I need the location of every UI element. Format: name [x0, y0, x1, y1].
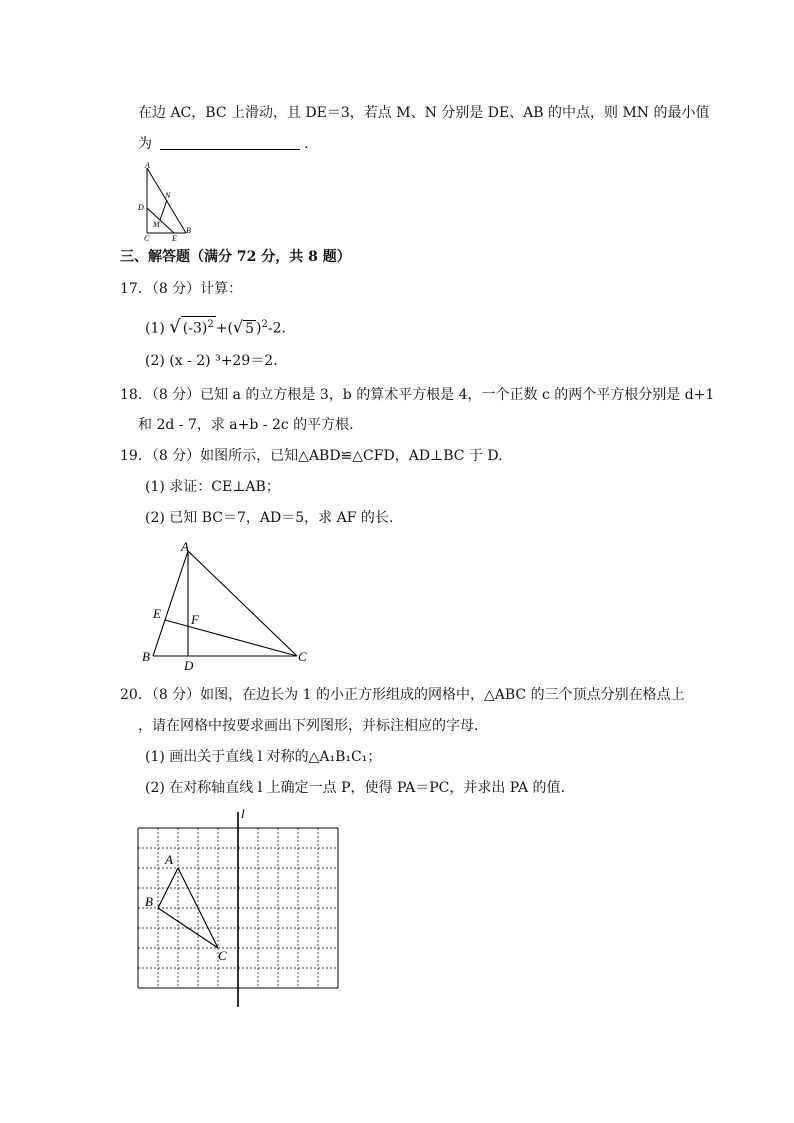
sqrt-icon: √	[232, 317, 244, 337]
q19-part2: (2) 已知 BC＝7，AD＝5，求 AF 的长.	[145, 510, 394, 526]
q16-label-A: A	[145, 161, 150, 170]
q17-radicand1	[181, 316, 216, 337]
q19-label-D: D	[184, 658, 194, 672]
q19-edge-AC	[188, 551, 297, 656]
q18-line2: 和 2d - 7，求 a+b - 2c 的平方根.	[138, 417, 354, 433]
q19-label-B: B	[142, 649, 150, 664]
q17-exp2: 2	[261, 319, 268, 330]
q18-line1: 18．（8 分）已知 a 的立方根是 3，b 的算术平方根是 4，一个正数 c 的两个平方根分别是 d+1	[120, 387, 715, 403]
q16-segment-MN	[160, 200, 167, 220]
q19-label-C: C	[298, 649, 307, 664]
q20-grid-figure	[130, 802, 350, 1012]
sqrt-icon: √	[169, 316, 181, 338]
q16-label-N: N	[165, 191, 171, 200]
q20-part1: (1) 画出关于直线 l 对称的△A₁B₁C₁；	[145, 749, 382, 765]
q20-label-C: C	[218, 948, 227, 963]
q16-text-line1: 在边 AC，BC 上滑动，且 DE＝3，若点 M、N 分别是 DE、AB 的中点，则 MN 的最小值	[138, 105, 710, 121]
q16-text-line2	[138, 134, 308, 154]
q17-p1-label: (1)	[145, 320, 165, 337]
q16-figure	[136, 160, 200, 244]
q17-radicand1-text: (-3)	[182, 320, 208, 337]
q16-suffix: .	[304, 136, 309, 152]
q19-segment-CE	[165, 620, 297, 656]
q19-figure	[140, 537, 320, 672]
q17-exp1: 2	[207, 319, 214, 330]
q16-segment-DE	[147, 208, 174, 233]
q20-label-B: B	[145, 894, 153, 909]
q17-close: )	[256, 320, 262, 337]
q17-head: 17．（8 分）计算：	[120, 281, 243, 297]
q16-label-D: D	[138, 203, 144, 212]
q19-label-A: A	[181, 539, 189, 554]
q16-answer-blank[interactable]	[160, 135, 300, 150]
q20-part2: (2) 在对称轴直线 l 上确定一点 P，使得 PA＝PC，并求出 PA 的值.	[145, 780, 565, 796]
q17-tail: -2.	[267, 320, 286, 337]
q17-part1	[145, 314, 286, 340]
q17-radicand2: 5	[245, 320, 255, 337]
q16-label-M: M	[153, 220, 160, 229]
q16-label-B: B	[186, 226, 191, 235]
q19-label-E: E	[153, 606, 161, 621]
q20-label-A: A	[165, 852, 173, 867]
q19-head: 19．（8 分）如图所示，已知△ABD≌△CFD，AD⊥BC 于 D.	[120, 448, 503, 464]
q19-edge-AB	[153, 551, 188, 656]
q20-label-l: l	[241, 806, 245, 821]
q20-line1: 20．（8 分）如图，在边长为 1 的小正方形组成的网格中，△ABC 的三个顶点分别在格点上	[120, 687, 685, 703]
q19-label-F: F	[191, 612, 199, 627]
q16-prefix: 为	[138, 136, 152, 152]
q19-part1: (1) 求证：CE⊥AB；	[145, 479, 280, 495]
q17-plus: +(	[215, 320, 233, 337]
q17-part2: (2) (x - 2) ³+29＝2.	[145, 353, 278, 369]
section3-title: 三、解答题（满分 72 分，共 8 题）	[120, 249, 351, 265]
q16-label-C: C	[144, 234, 150, 243]
q16-label-E: E	[172, 234, 177, 243]
q20-line2: ，请在网格中按要求画出下列图形，并标注相应的字母.	[138, 718, 479, 734]
